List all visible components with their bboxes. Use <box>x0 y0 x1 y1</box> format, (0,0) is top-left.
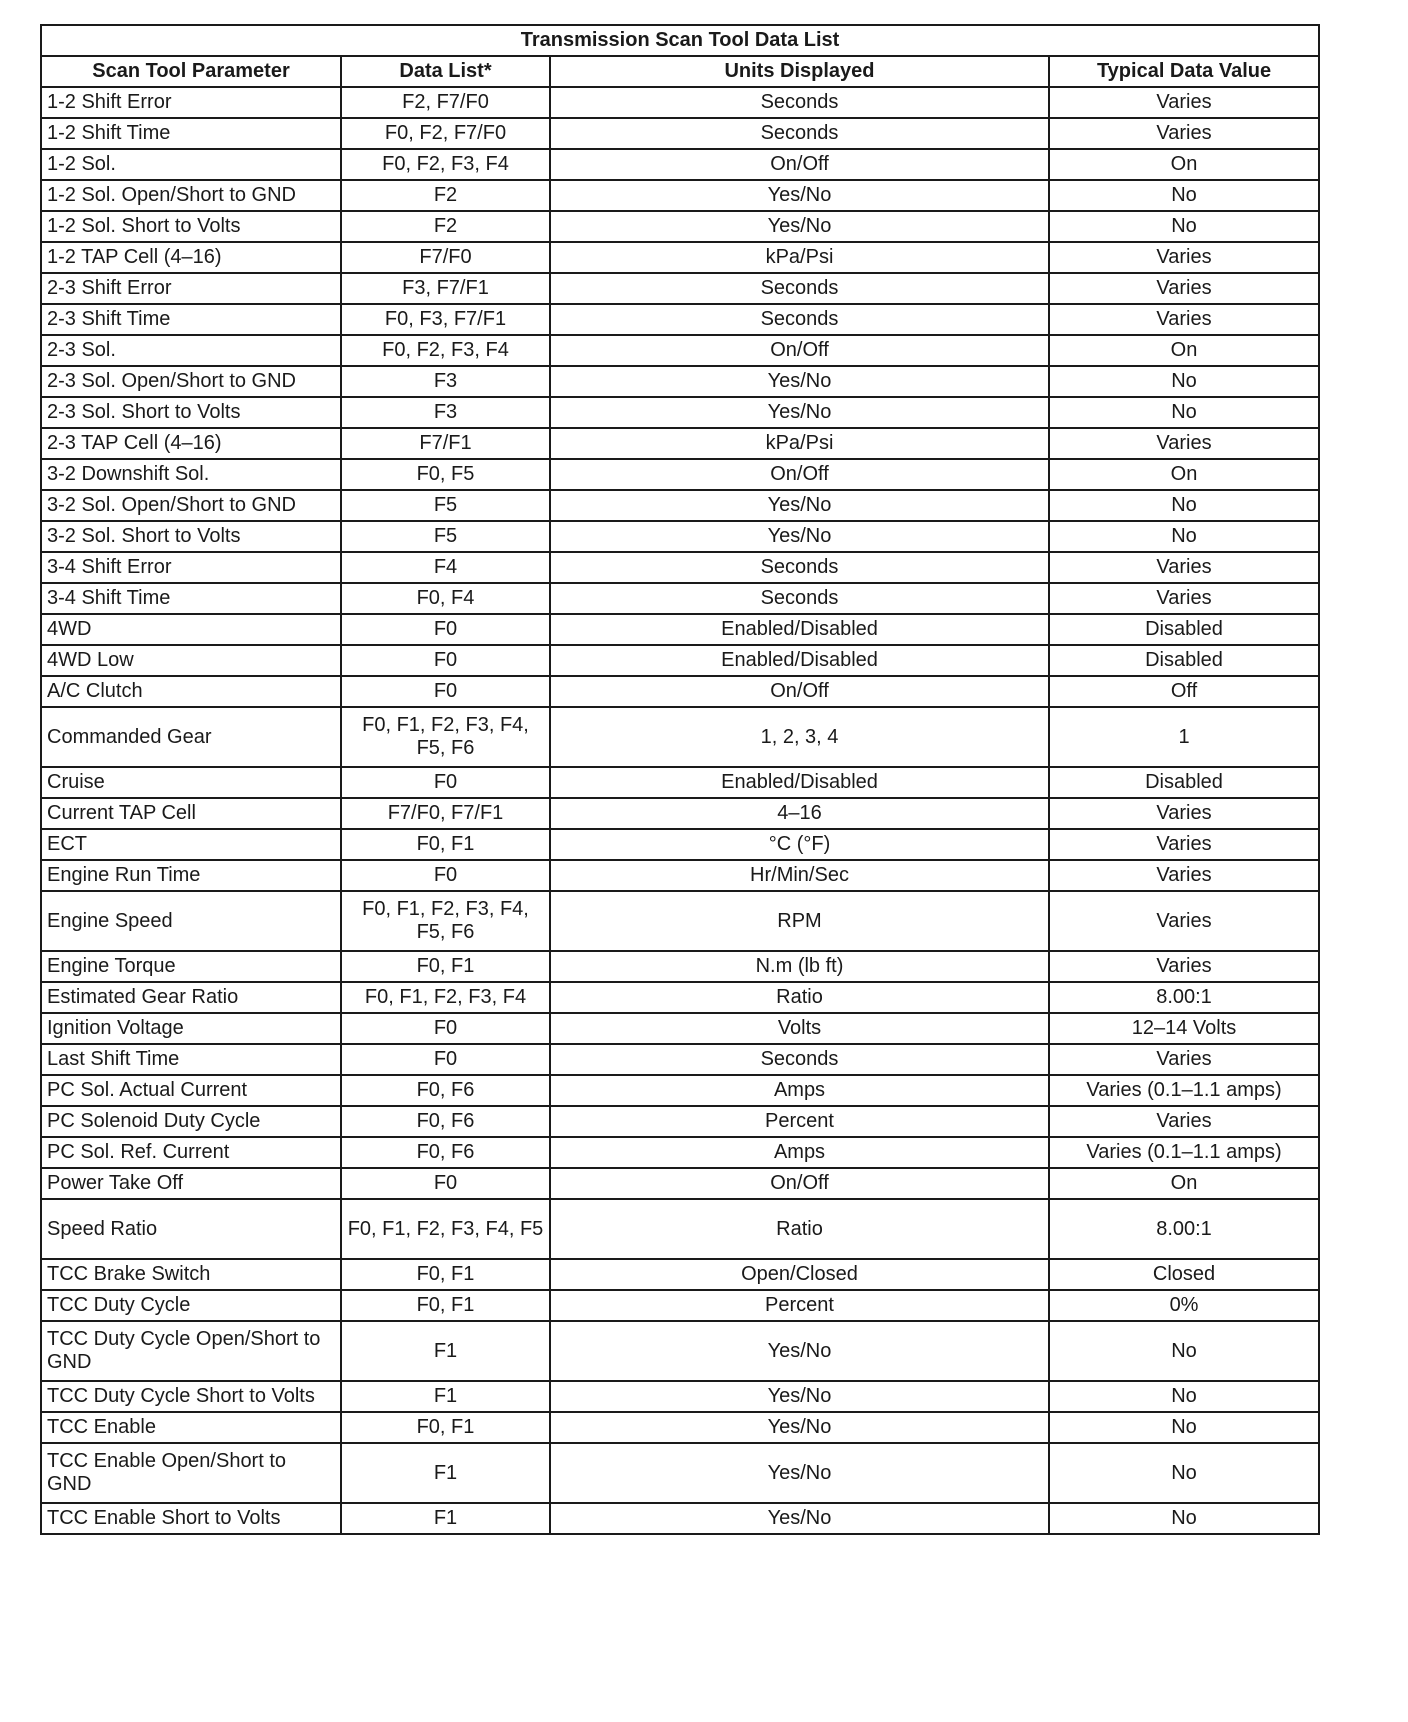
cell-data-list: F0 <box>341 1044 550 1075</box>
cell-data-list: F0 <box>341 645 550 676</box>
cell-data-list: F0, F2, F7/F0 <box>341 118 550 149</box>
cell-typical-value: Disabled <box>1049 767 1319 798</box>
table-row <box>41 1381 1319 1412</box>
cell-parameter: 3-2 Sol. Open/Short to GND <box>41 490 341 521</box>
cell-units: On/Off <box>550 1168 1049 1199</box>
cell-units: Amps <box>550 1137 1049 1168</box>
cell-parameter: Last Shift Time <box>41 1044 341 1075</box>
cell-units: On/Off <box>550 335 1049 366</box>
cell-units: Seconds <box>550 552 1049 583</box>
cell-parameter: TCC Duty Cycle Open/Short to GND <box>41 1321 341 1381</box>
cell-units: Seconds <box>550 1044 1049 1075</box>
cell-parameter: Ignition Voltage <box>41 1013 341 1044</box>
cell-data-list: F0, F1 <box>341 1259 550 1290</box>
table-row <box>41 1137 1319 1168</box>
cell-parameter: PC Sol. Actual Current <box>41 1075 341 1106</box>
cell-typical-value: Varies <box>1049 118 1319 149</box>
cell-data-list: F7/F0, F7/F1 <box>341 798 550 829</box>
cell-typical-value: No <box>1049 1412 1319 1443</box>
table-row <box>41 118 1319 149</box>
table-row <box>41 860 1319 891</box>
cell-data-list: F2 <box>341 211 550 242</box>
cell-typical-value: No <box>1049 1321 1319 1381</box>
table-row <box>41 397 1319 428</box>
cell-units: Seconds <box>550 118 1049 149</box>
cell-parameter: Engine Speed <box>41 891 341 951</box>
table-row <box>41 335 1319 366</box>
cell-typical-value: Disabled <box>1049 645 1319 676</box>
table-row <box>41 273 1319 304</box>
cell-typical-value: No <box>1049 180 1319 211</box>
cell-data-list: F0 <box>341 676 550 707</box>
table-row <box>41 1044 1319 1075</box>
table-row <box>41 707 1319 767</box>
scan-tool-data-table <box>40 24 1320 1535</box>
cell-parameter: 2-3 Sol. <box>41 335 341 366</box>
cell-units: Amps <box>550 1075 1049 1106</box>
cell-parameter: 1-2 TAP Cell (4–16) <box>41 242 341 273</box>
cell-data-list: F0 <box>341 860 550 891</box>
cell-data-list: F0, F1 <box>341 1412 550 1443</box>
cell-data-list: F7/F0 <box>341 242 550 273</box>
cell-data-list: F3, F7/F1 <box>341 273 550 304</box>
cell-data-list: F5 <box>341 521 550 552</box>
cell-typical-value: 8.00:1 <box>1049 1199 1319 1259</box>
table-row <box>41 767 1319 798</box>
cell-units: 1, 2, 3, 4 <box>550 707 1049 767</box>
cell-typical-value: Disabled <box>1049 614 1319 645</box>
cell-parameter: Power Take Off <box>41 1168 341 1199</box>
cell-data-list: F0, F1 <box>341 829 550 860</box>
cell-parameter: Cruise <box>41 767 341 798</box>
cell-data-list: F0 <box>341 767 550 798</box>
cell-units: Yes/No <box>550 397 1049 428</box>
cell-typical-value: No <box>1049 490 1319 521</box>
cell-typical-value: Varies <box>1049 242 1319 273</box>
table-body <box>41 87 1319 1534</box>
cell-parameter: 4WD Low <box>41 645 341 676</box>
cell-units: On/Off <box>550 149 1049 180</box>
table-header-row <box>41 56 1319 87</box>
cell-data-list: F0, F4 <box>341 583 550 614</box>
cell-parameter: 2-3 Sol. Short to Volts <box>41 397 341 428</box>
table-row <box>41 459 1319 490</box>
cell-parameter: 3-4 Shift Error <box>41 552 341 583</box>
table-row <box>41 552 1319 583</box>
cell-typical-value: Varies <box>1049 583 1319 614</box>
cell-parameter: PC Sol. Ref. Current <box>41 1137 341 1168</box>
cell-data-list: F1 <box>341 1381 550 1412</box>
table-row <box>41 1503 1319 1534</box>
cell-typical-value: Varies <box>1049 951 1319 982</box>
cell-units: Enabled/Disabled <box>550 645 1049 676</box>
cell-data-list: F0, F6 <box>341 1075 550 1106</box>
cell-parameter: Speed Ratio <box>41 1199 341 1259</box>
cell-data-list: F0, F6 <box>341 1137 550 1168</box>
table-row <box>41 180 1319 211</box>
cell-parameter: Engine Run Time <box>41 860 341 891</box>
cell-parameter: 1-2 Sol. Short to Volts <box>41 211 341 242</box>
cell-parameter: TCC Enable Short to Volts <box>41 1503 341 1534</box>
cell-parameter: Estimated Gear Ratio <box>41 982 341 1013</box>
cell-typical-value: Varies <box>1049 1106 1319 1137</box>
cell-data-list: F2 <box>341 180 550 211</box>
cell-data-list: F0 <box>341 1168 550 1199</box>
cell-typical-value: On <box>1049 149 1319 180</box>
cell-typical-value: 12–14 Volts <box>1049 1013 1319 1044</box>
cell-units: Yes/No <box>550 1443 1049 1503</box>
cell-data-list: F0, F1 <box>341 1290 550 1321</box>
cell-units: Percent <box>550 1106 1049 1137</box>
table-title-row <box>41 25 1319 56</box>
cell-units: °C (°F) <box>550 829 1049 860</box>
cell-typical-value: Varies (0.1–1.1 amps) <box>1049 1137 1319 1168</box>
cell-parameter: 2-3 Shift Error <box>41 273 341 304</box>
cell-typical-value: No <box>1049 397 1319 428</box>
table-row <box>41 87 1319 118</box>
table-row <box>41 1259 1319 1290</box>
table-row <box>41 242 1319 273</box>
cell-units: N.m (lb ft) <box>550 951 1049 982</box>
cell-typical-value: No <box>1049 211 1319 242</box>
cell-typical-value: 0% <box>1049 1290 1319 1321</box>
cell-units: Enabled/Disabled <box>550 767 1049 798</box>
table-row <box>41 798 1319 829</box>
cell-parameter: 2-3 Sol. Open/Short to GND <box>41 366 341 397</box>
cell-units: Yes/No <box>550 1412 1049 1443</box>
table-row <box>41 951 1319 982</box>
cell-units: Seconds <box>550 273 1049 304</box>
cell-parameter: 2-3 Shift Time <box>41 304 341 335</box>
cell-parameter: 2-3 TAP Cell (4–16) <box>41 428 341 459</box>
cell-data-list: F0, F3, F7/F1 <box>341 304 550 335</box>
cell-data-list: F7/F1 <box>341 428 550 459</box>
table-row <box>41 149 1319 180</box>
cell-units: Open/Closed <box>550 1259 1049 1290</box>
table-row <box>41 1199 1319 1259</box>
cell-data-list: F0, F6 <box>341 1106 550 1137</box>
cell-data-list: F0 <box>341 614 550 645</box>
cell-units: Ratio <box>550 982 1049 1013</box>
cell-typical-value: Varies <box>1049 273 1319 304</box>
cell-typical-value: 1 <box>1049 707 1319 767</box>
cell-parameter: 1-2 Shift Time <box>41 118 341 149</box>
cell-units: Yes/No <box>550 1503 1049 1534</box>
cell-data-list: F1 <box>341 1321 550 1381</box>
cell-typical-value: Varies <box>1049 428 1319 459</box>
table-title: Transmission Scan Tool Data List <box>41 25 1319 56</box>
table-row <box>41 1013 1319 1044</box>
cell-units: Seconds <box>550 304 1049 335</box>
cell-units: Yes/No <box>550 1381 1049 1412</box>
cell-units: Yes/No <box>550 1321 1049 1381</box>
table-row <box>41 1290 1319 1321</box>
cell-data-list: F4 <box>341 552 550 583</box>
header-typical-data-value: Typical Data Value <box>1049 56 1319 87</box>
table-row <box>41 1075 1319 1106</box>
table-row <box>41 521 1319 552</box>
cell-units: Percent <box>550 1290 1049 1321</box>
cell-parameter: 3-4 Shift Time <box>41 583 341 614</box>
cell-typical-value: Varies <box>1049 1044 1319 1075</box>
table-row <box>41 1412 1319 1443</box>
cell-units: Yes/No <box>550 521 1049 552</box>
header-data-list: Data List* <box>341 56 550 87</box>
cell-units: Hr/Min/Sec <box>550 860 1049 891</box>
table-row <box>41 891 1319 951</box>
cell-parameter: TCC Duty Cycle <box>41 1290 341 1321</box>
table-row <box>41 490 1319 521</box>
table-row <box>41 211 1319 242</box>
cell-typical-value: On <box>1049 335 1319 366</box>
cell-units: RPM <box>550 891 1049 951</box>
cell-data-list: F0, F2, F3, F4 <box>341 149 550 180</box>
cell-units: Volts <box>550 1013 1049 1044</box>
table-row <box>41 1106 1319 1137</box>
cell-typical-value: Off <box>1049 676 1319 707</box>
cell-parameter: 1-2 Shift Error <box>41 87 341 118</box>
cell-data-list: F1 <box>341 1503 550 1534</box>
cell-units: Seconds <box>550 87 1049 118</box>
cell-data-list: F0, F1 <box>341 951 550 982</box>
cell-parameter: Engine Torque <box>41 951 341 982</box>
cell-units: Yes/No <box>550 211 1049 242</box>
table-row <box>41 829 1319 860</box>
cell-typical-value: No <box>1049 1381 1319 1412</box>
cell-units: kPa/Psi <box>550 242 1049 273</box>
cell-units: 4–16 <box>550 798 1049 829</box>
table-row <box>41 645 1319 676</box>
cell-typical-value: Closed <box>1049 1259 1319 1290</box>
cell-typical-value: No <box>1049 521 1319 552</box>
cell-data-list: F0, F1, F2, F3, F4, F5, F6 <box>341 891 550 951</box>
header-scan-tool-parameter: Scan Tool Parameter <box>41 56 341 87</box>
cell-parameter: 3-2 Sol. Short to Volts <box>41 521 341 552</box>
table-row <box>41 304 1319 335</box>
cell-typical-value: Varies <box>1049 860 1319 891</box>
table-row <box>41 583 1319 614</box>
cell-units: Ratio <box>550 1199 1049 1259</box>
cell-parameter: 1-2 Sol. Open/Short to GND <box>41 180 341 211</box>
cell-typical-value: Varies <box>1049 798 1319 829</box>
cell-typical-value: Varies <box>1049 87 1319 118</box>
table-row <box>41 1168 1319 1199</box>
cell-typical-value: Varies <box>1049 304 1319 335</box>
cell-typical-value: No <box>1049 1503 1319 1534</box>
cell-data-list: F0, F1, F2, F3, F4, F5 <box>341 1199 550 1259</box>
cell-parameter: TCC Duty Cycle Short to Volts <box>41 1381 341 1412</box>
cell-typical-value: 8.00:1 <box>1049 982 1319 1013</box>
cell-parameter: TCC Enable Open/Short to GND <box>41 1443 341 1503</box>
table-row <box>41 1321 1319 1381</box>
cell-data-list: F0, F5 <box>341 459 550 490</box>
table-row <box>41 614 1319 645</box>
cell-typical-value: No <box>1049 1443 1319 1503</box>
cell-parameter: 1-2 Sol. <box>41 149 341 180</box>
cell-data-list: F1 <box>341 1443 550 1503</box>
cell-parameter: Commanded Gear <box>41 707 341 767</box>
header-units-displayed: Units Displayed <box>550 56 1049 87</box>
cell-typical-value: Varies (0.1–1.1 amps) <box>1049 1075 1319 1106</box>
cell-parameter: TCC Enable <box>41 1412 341 1443</box>
cell-units: Yes/No <box>550 180 1049 211</box>
document-page <box>40 24 1318 1535</box>
cell-typical-value: On <box>1049 1168 1319 1199</box>
cell-typical-value: Varies <box>1049 829 1319 860</box>
cell-parameter: 4WD <box>41 614 341 645</box>
table-row <box>41 982 1319 1013</box>
cell-parameter: 3-2 Downshift Sol. <box>41 459 341 490</box>
cell-data-list: F2, F7/F0 <box>341 87 550 118</box>
cell-parameter: A/C Clutch <box>41 676 341 707</box>
table-row <box>41 366 1319 397</box>
cell-data-list: F0 <box>341 1013 550 1044</box>
table-row <box>41 676 1319 707</box>
cell-parameter: PC Solenoid Duty Cycle <box>41 1106 341 1137</box>
cell-units: On/Off <box>550 676 1049 707</box>
cell-units: Seconds <box>550 583 1049 614</box>
table-row <box>41 428 1319 459</box>
cell-units: On/Off <box>550 459 1049 490</box>
cell-units: kPa/Psi <box>550 428 1049 459</box>
cell-data-list: F0, F2, F3, F4 <box>341 335 550 366</box>
cell-data-list: F3 <box>341 366 550 397</box>
cell-data-list: F0, F1, F2, F3, F4 <box>341 982 550 1013</box>
cell-parameter: TCC Brake Switch <box>41 1259 341 1290</box>
cell-data-list: F3 <box>341 397 550 428</box>
cell-units: Yes/No <box>550 490 1049 521</box>
cell-units: Enabled/Disabled <box>550 614 1049 645</box>
cell-parameter: Current TAP Cell <box>41 798 341 829</box>
cell-data-list: F5 <box>341 490 550 521</box>
cell-typical-value: Varies <box>1049 552 1319 583</box>
cell-typical-value: On <box>1049 459 1319 490</box>
cell-typical-value: Varies <box>1049 891 1319 951</box>
cell-data-list: F0, F1, F2, F3, F4, F5, F6 <box>341 707 550 767</box>
table-row <box>41 1443 1319 1503</box>
cell-typical-value: No <box>1049 366 1319 397</box>
cell-units: Yes/No <box>550 366 1049 397</box>
cell-parameter: ECT <box>41 829 341 860</box>
